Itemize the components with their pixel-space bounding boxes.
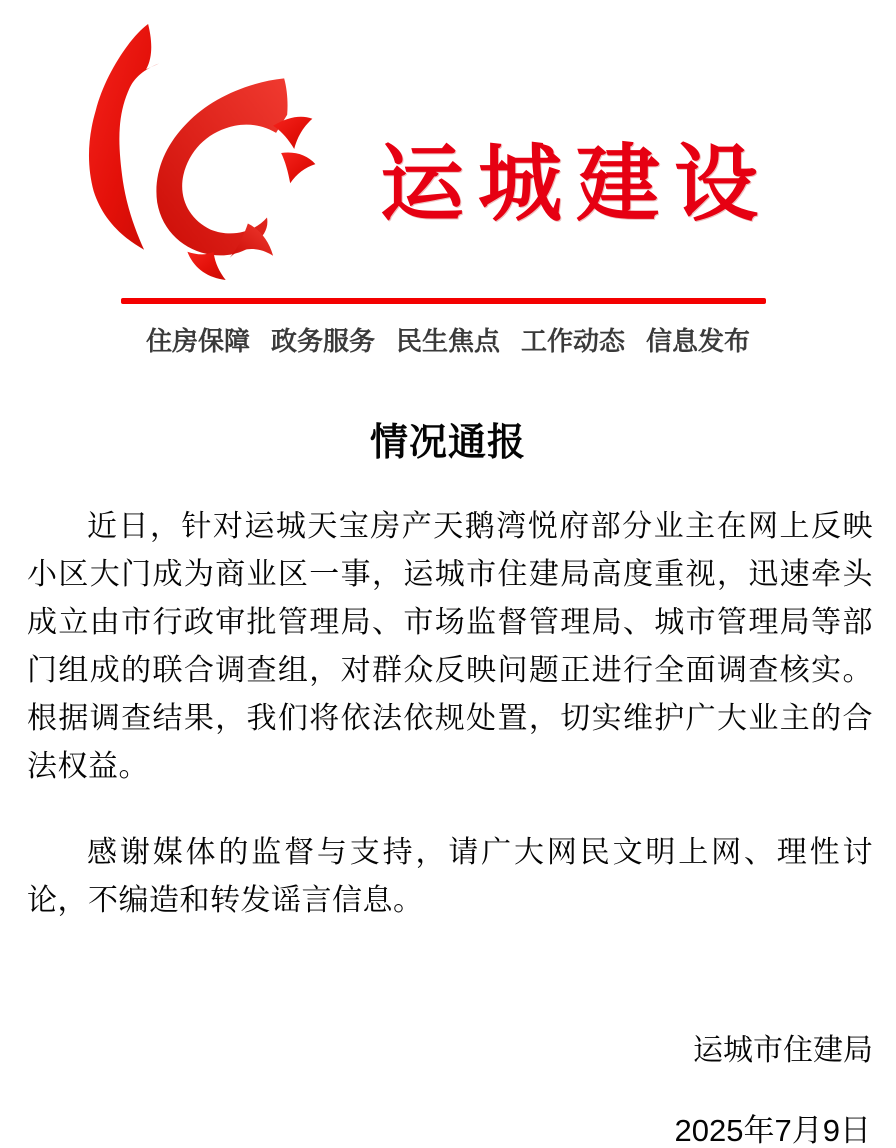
notice-paragraph-2: 感谢媒体的监督与支持，请广大网民文明上网、理性讨论，不编造和转发谣言信息。 [27,836,873,917]
nav-item-housing-security[interactable]: 住房保障 [145,326,250,356]
red-divider [121,298,766,304]
notice-title: 情况通报 [369,422,526,464]
notice-body [0,423,896,1147]
notice-date: 2025年7月9日 [674,1113,871,1148]
brand-title: 运城建设 [380,137,773,231]
masthead [0,0,896,304]
nav-item-work-updates[interactable]: 工作动态 [521,326,626,356]
nav-item-info-release[interactable]: 信息发布 [646,326,751,356]
nav-item-government-services[interactable]: 政务服务 [270,326,375,356]
nav-menu [0,328,896,354]
notice-paragraph-1: 近日，针对运城天宝房产天鹅湾悦府部分业主在网上反映小区大门成为商业区一事，运城市住建局高度重视，迅速牵头成立由市行政审批管理局、市场监督管理局、城市管理局等部门组成的联合调查组，对群众反映问题正进行全面调查核实。根据调查结果，我们将依法依规处置，切实维护广大业主的合法权益。 [27,510,873,783]
phoenix-logo-icon [86,22,314,284]
nav-item-livelihood-focus[interactable]: 民生焦点 [395,326,500,356]
signature: 运城市住建局 [693,1034,873,1067]
